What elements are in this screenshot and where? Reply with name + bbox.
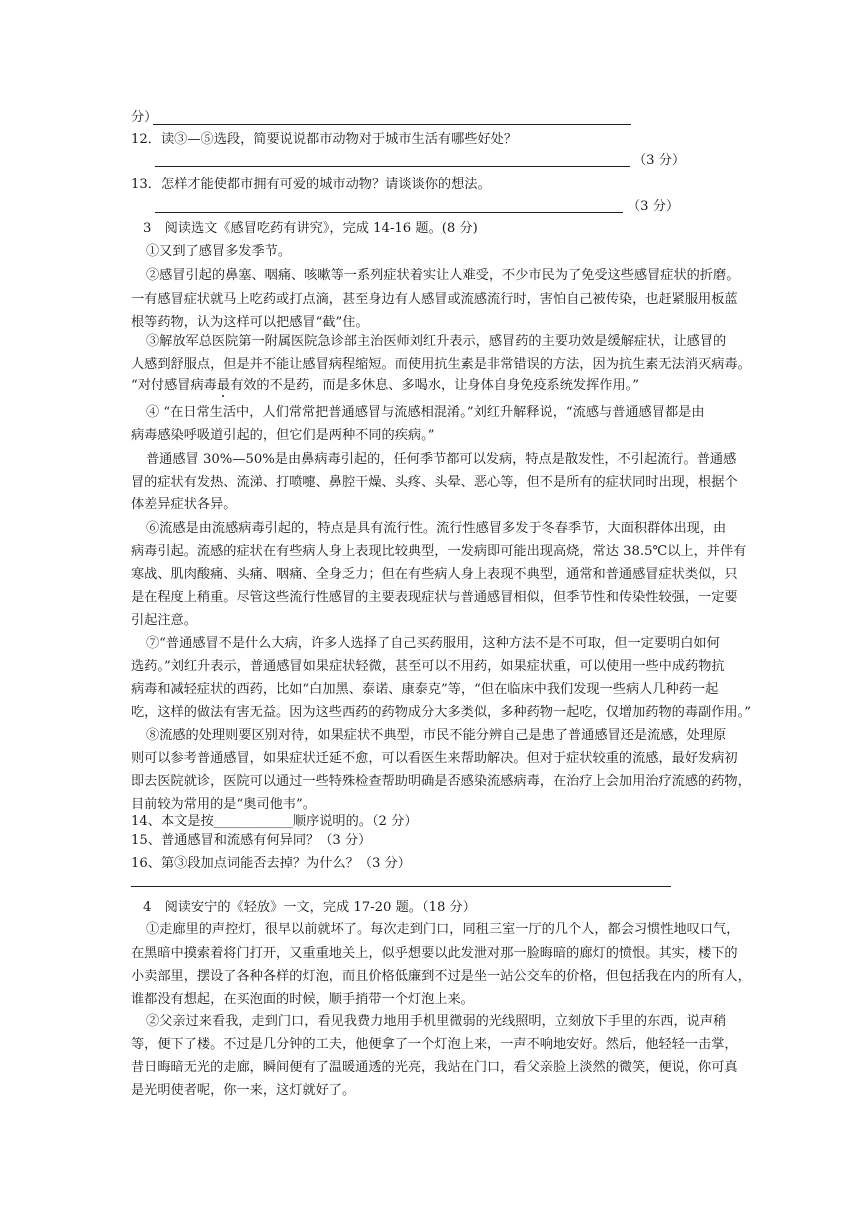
q16-text: 16、第③段加点词能否去掉？为什么？（3 分） <box>131 856 411 871</box>
s3-para-line: 引起注意。 <box>131 613 197 628</box>
s4-para-line: 在黑暗中摸索着将门打开，又重重地关上，似乎想要以此发泄对那一脸晦暗的廊灯的愤恨。其实，楼下的 <box>131 946 738 961</box>
s3-para-line: 吃，这样的做法有害无益。因为这些西药的药物成分大多类似，多种药物一起吃，仅增加药物的毒副作用。” <box>131 705 751 720</box>
s4-para-line: ①走廊里的声控灯，很早以前就坏了。每次走到门口，同租三室一厅的几个人，都会习惯性地叹口气， <box>146 922 740 937</box>
s4-para-line: ②父亲过来看我，走到门口，看见我费力地用手机里微弱的光线照明，立刻放下手里的东西，说声稍 <box>146 1014 727 1029</box>
s3-para-line: ⑧流感的处理则要区别对待，如果症状不典型，市民不能分辨自己是患了普通感冒还是流感，处理原 <box>146 728 727 743</box>
q11-tail: 分） <box>131 110 158 125</box>
s3-para-line: 人感到舒服点，但是并不能让感冒病程缩短。而使用抗生素是非常错误的方法，因为抗生素无法消灭病毒。 <box>131 357 751 372</box>
s3-para-line: 普通感冒 30%—50%是由鼻病毒引起的，任何季节都可以发病，特点是散发性，不引起流行。普通感 <box>146 452 737 467</box>
section4-heading: 4 阅读安宁的《轻放》一文，完成 17-20 题。（18 分） <box>143 900 476 915</box>
s3-para-line: 病毒和减轻症状的西药，比如“白加黑、泰诺、康泰克”等，“但在临床中我们发现一些病人几种药一起 <box>131 682 719 697</box>
s4-para-line: 是光明使者呢，你一来，这灯就好了。 <box>131 1083 356 1098</box>
q13-answer-line <box>155 212 623 213</box>
s3-para-line: 则可以参考普通感冒，如果症状迁延不愈，可以看医生来帮助解决。但对于症状较重的流感，最好发病初 <box>131 751 738 766</box>
q13-text: 13．怎样才能使都市拥有可爱的城市动物？请谈谈你的想法。 <box>131 177 491 192</box>
s3-para-line: 目前较为常用的是“奥司他韦”。 <box>131 797 316 812</box>
s3-para-line: ⑦“普通感冒不是什么大病，许多人选择了自己买药服用，这种方法不是不可取，但一定要明白如何 <box>146 636 720 651</box>
s3-para-line: 病毒感染呼吸道引起的，但它们是两种不同的疾病。” <box>131 428 435 443</box>
s3-para-line: ④ “在日常生活中，人们常常把普通感冒与流感相混淆。”刘红升解释说，“流感与普通感冒都是由 <box>146 405 705 420</box>
q15-text: 15、普通感冒和流感有何异同？（3 分） <box>131 833 372 848</box>
s3-para-line: 选药。”刘红升表示，普通感冒如果症状轻微，甚至可以不用药，如果症状重，可以使用一些中成药物抗 <box>131 659 725 674</box>
s3-para-line: 寒战、肌肉酸痛、头痛、咽痛、全身乏力；但在有些病人身上表现不典型，通常和普通感冒症状类似，只 <box>131 567 738 582</box>
s3-para-line: 体差异症状各异。 <box>131 497 237 512</box>
q14-text: 14、本文是按____________顺序说明的。（2 分） <box>131 814 418 829</box>
s3-para-line: ①又到了感冒多发季节。 <box>146 244 292 259</box>
q11-answer-line <box>153 124 631 125</box>
section-divider <box>131 886 671 887</box>
s4-para-line: 昔日晦暗无光的走廊，瞬间便有了温暖通透的光亮，我站在门口，看父亲脸上淡然的微笑，便说，你可真 <box>131 1060 738 1075</box>
s3-para-line: 即去医院就诊，医院可以通过一些特殊检查帮助明确是否感染流感病毒，在治疗上会加用治疗流感的药物， <box>131 774 751 789</box>
emphasis-dot-word: 最 <box>216 378 231 393</box>
section3-heading: 3 阅读选文《感冒吃药有讲究》，完成 14-16 题。(8 分) <box>143 221 478 236</box>
s4-para-line: 小卖部里，摆设了各种各样的灯泡，而且价格低廉到不过是坐一站公交车的价格，但包括我在内的所有人， <box>131 969 751 984</box>
q12-text: 12．读③—⑤选段，简要说说都市动物对于城市生活有哪些好处？ <box>131 132 518 147</box>
s3-para-line: ②感冒引起的鼻塞、咽痛、咳嗽等一系列症状着实让人难受，不少市民为了免受这些感冒症状的折磨。 <box>146 268 740 283</box>
s3-para-line: 是在程度上稍重。尽管这些流行性感冒的主要表现症状与普通感冒相似，但季节性和传染性较强，一定要 <box>131 590 738 605</box>
s3-para-line: ⑥流感是由流感病毒引起的，特点是具有流行性。流行性感冒多发于冬春季节，大面积群体出现，由 <box>146 521 727 536</box>
s3-para-line-dotted: “对付感冒病毒最有效的不是药，而是多休息、多喝水，让身体自身免疫系统发挥作用。” <box>131 378 640 393</box>
s3-para-line: ③解放军总医院第一附属医院急诊部主治医师刘红升表示，感冒药的主要功效是缓解症状，让感冒的 <box>146 334 727 349</box>
s4-para-line: 谁都没有想起，在买泡面的时候，顺手捎带一个灯泡上来。 <box>131 992 474 1007</box>
s3-para-line: 根等药物，认为这样可以把感冒“截”住。 <box>131 315 369 330</box>
s3-para-line: 冒的症状有发热、流涕、打喷嚏、鼻腔干燥、头疼、头晕、恶心等，但不是所有的症状同时出现，根据个 <box>131 475 738 490</box>
q12-score: （3 分） <box>633 153 686 168</box>
s3-para-line: 病毒引起。流感的症状在有些病人身上表现比较典型，一发病即可能出现高烧，常达 38.5℃以上，并伴有 <box>131 544 747 559</box>
s4-para-line: 等，便下了楼。不过是几分钟的工夫，他便拿了一个灯泡上来，一声不响地安好。然后，他轻轻一击掌， <box>131 1037 738 1052</box>
q13-score: （3 分） <box>627 199 680 214</box>
q12-answer-line <box>155 166 630 167</box>
s3-para-line: 一有感冒症状就马上吃药或打点滴，甚至身边有人感冒或流感流行时，害怕自己被传染，也赶紧服用板蓝 <box>131 292 738 307</box>
